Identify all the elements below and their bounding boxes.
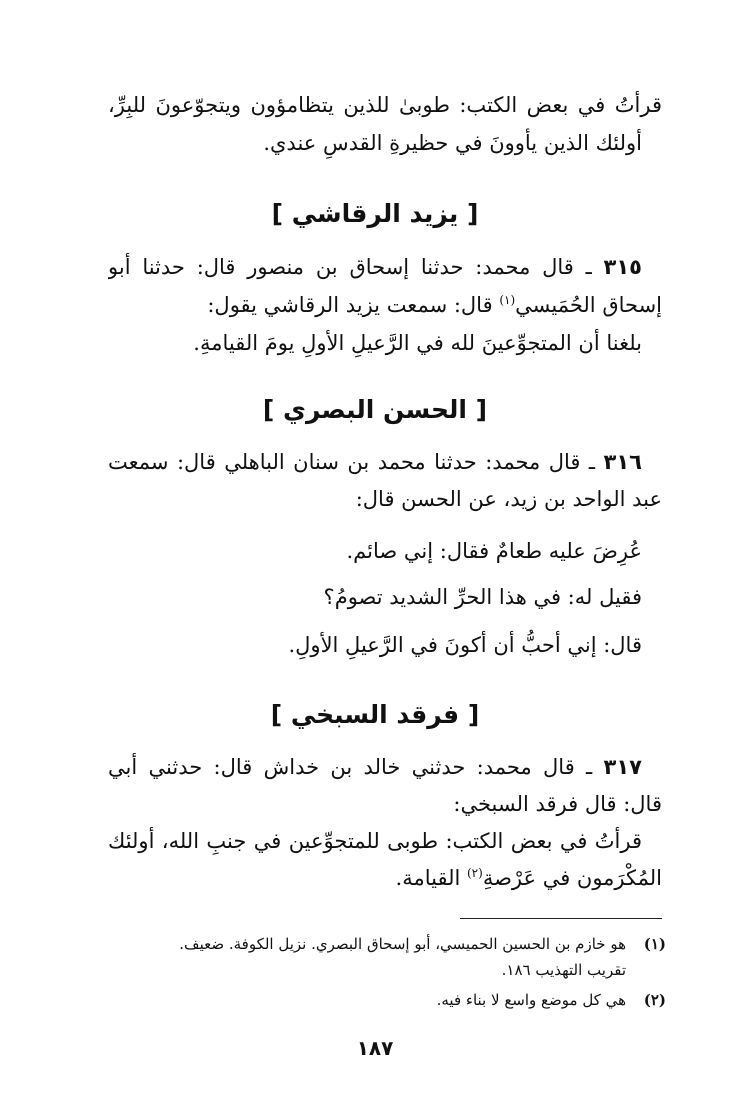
section-heading-hasan: [ الحسن البصري ] <box>262 395 488 424</box>
entry-number: ٣١٧ <box>603 755 642 779</box>
section-heading-farqad: [ فرقد السبخي ] <box>270 700 480 729</box>
entry-number: ٣١٦ <box>603 450 642 474</box>
footnote-2 <box>88 988 666 1012</box>
entry-text: إسحاق الحُمَيسي <box>515 293 662 317</box>
entry-317-line-3: قرأتُ في بعض الكتب: طوبى للمتجوِّعين في جنبِ الله، أولئك <box>108 829 642 853</box>
footnote-ref-1[interactable]: (١) <box>499 293 516 307</box>
entry-315-line-3: بلغنا أن المتجوِّعينَ لله في الرَّعيلِ الأولِ يومَ القيامةِ. <box>193 331 642 355</box>
entry-number: ٣١٥ <box>603 255 642 279</box>
footnote-1 <box>88 932 666 956</box>
footnote-mark: (٢) <box>643 991 666 1009</box>
intro-line-2: أولئك الذين يأوونَ في حظيرةِ القدسِ عندي. <box>263 131 642 155</box>
entry-316-line-2: عبد الواحد بن زيد، عن الحسن قال: <box>355 487 662 511</box>
entry-315-line-1 <box>108 252 642 282</box>
entry-316-line-4: فقيل له: في هذا الحرِّ الشديد تصومُ؟ <box>323 585 642 609</box>
entry-316-line-1 <box>108 447 642 477</box>
footnote-mark: (١) <box>643 935 666 953</box>
page-number: ١٨٧ <box>356 1036 394 1060</box>
intro-line-1: قرأتُ في بعض الكتب: طوبىٰ للذين يتظامؤون ويتجوّعونَ للبِرِّ، <box>108 93 662 117</box>
entry-316-line-3: عُرِضَ عليه طعامٌ فقال: إني صائم. <box>346 539 642 563</box>
entry-text: ـ قال محمد: حدثنا محمد بن سنان الباهلي قال: سمعت <box>108 450 604 474</box>
entry-315-line-2 <box>207 290 662 320</box>
footnote-1-continued: تقريب التهذيب ١٨٦. <box>501 961 626 979</box>
footnote-divider <box>460 918 662 919</box>
entry-text: ـ قال محمد: حدثنا إسحاق بن منصور قال: حدثنا أبو <box>108 255 604 279</box>
section-heading-yazid: [ يزيد الرقاشي ] <box>271 199 479 228</box>
entry-text: المُكْرَمون في عَرْصةِ <box>482 866 662 890</box>
entry-317-line-4 <box>396 863 662 893</box>
entry-text: ـ قال محمد: حدثني خالد بن خداش قال: حدثني أبي <box>108 755 604 779</box>
entry-text: القيامة. <box>395 866 467 890</box>
footnote-ref-2[interactable]: (٢) <box>466 866 483 880</box>
entry-317-line-1 <box>108 752 642 782</box>
footnote-text: هو خازم بن الحسين الحميسي، أبو إسحاق البصري. نزيل الكوفة. ضعيف. <box>179 935 626 953</box>
entry-317-line-2: قال: قال فرقد السبخي: <box>453 792 662 816</box>
entry-text: قال: سمعت يزيد الرقاشي يقول: <box>207 293 500 317</box>
footnote-text: هي كل موضع واسع لا بناء فيه. <box>436 991 626 1009</box>
entry-316-line-5: قال: إني أحبُّ أن أكونَ في الرَّعيلِ الأولِ. <box>288 633 642 657</box>
